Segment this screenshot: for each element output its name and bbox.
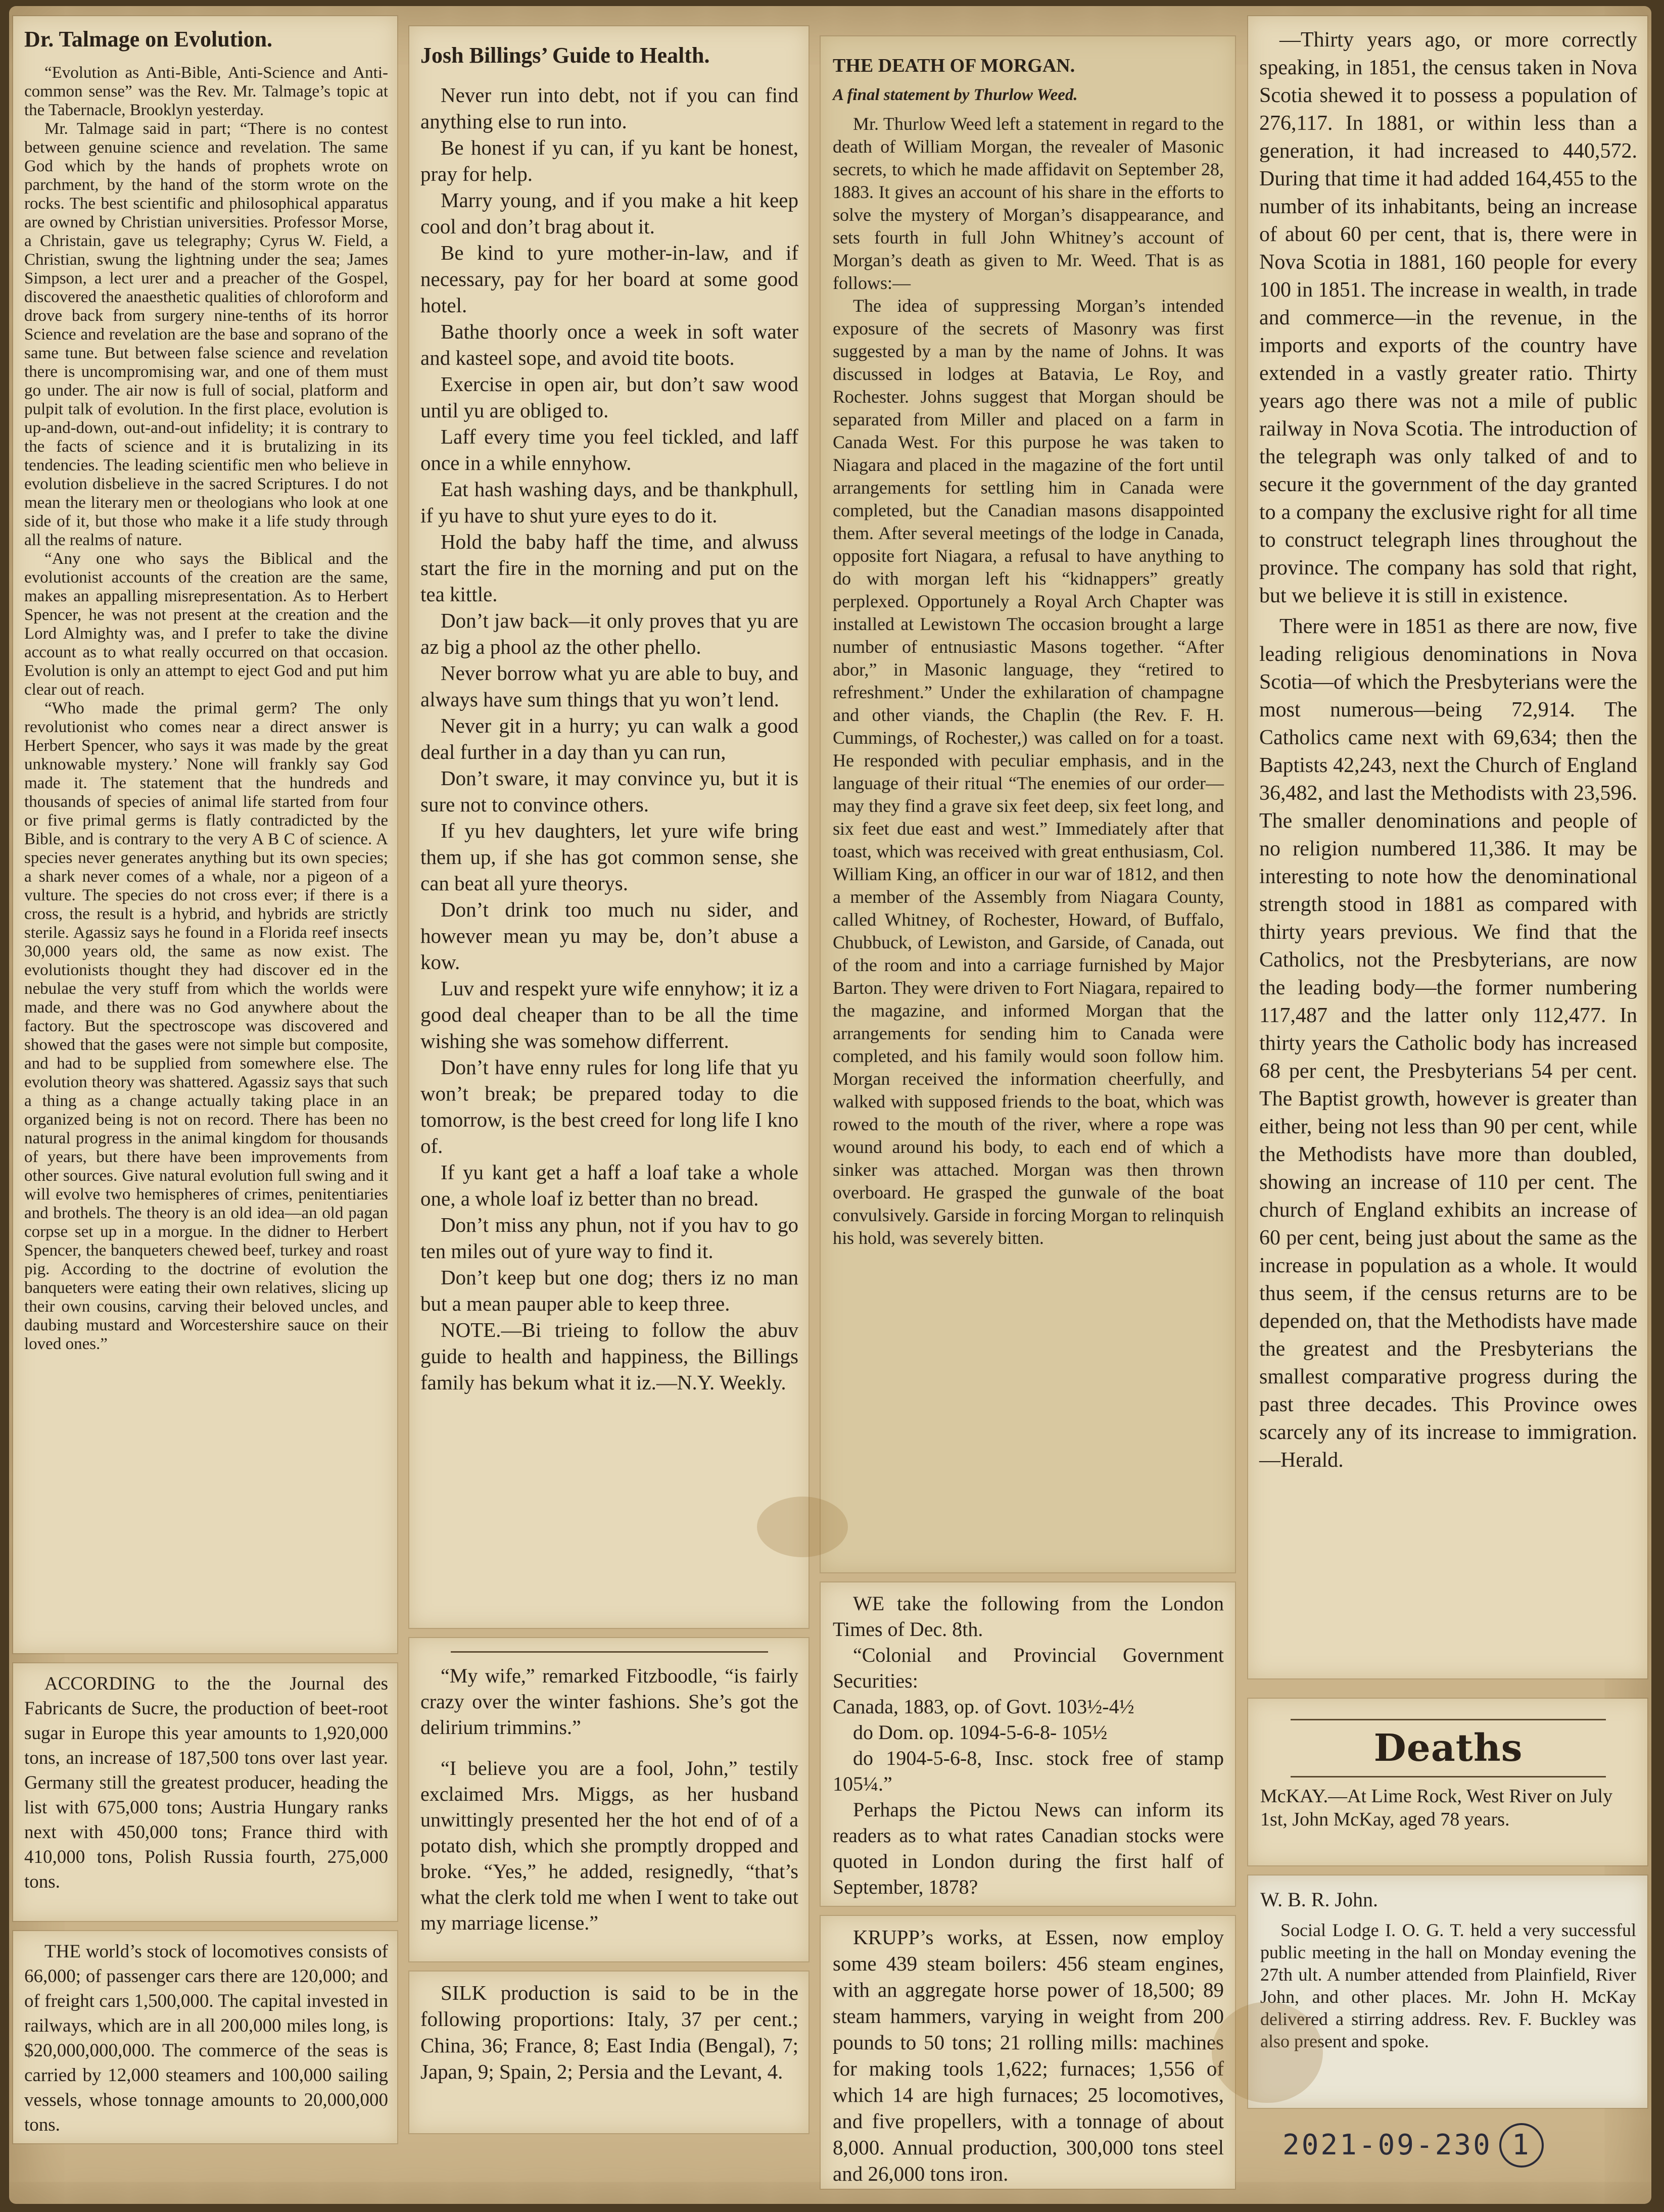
paragraph: Don’t sware, it may convince yu, but it is sure not to convince others.: [420, 766, 798, 816]
clipping-death-of-morgan: [821, 36, 1235, 1572]
paragraph: do 1904-5-6-8, Insc. stock free of stamp 105¼.”: [833, 1747, 1224, 1795]
paragraph: Don’t have enny rules for long life that yu won’t break; be prepared today to die tomorrow, is the best creed for long life I kno of.: [420, 1055, 798, 1158]
paragraph: Don’t miss any phun, not if you hav to go ten miles out of yure way to find it.: [420, 1213, 798, 1263]
clipping-london-times: [821, 1582, 1235, 1906]
paragraph: There were in 1851 as there are now, five leading religious denominations in Nova Scotia—of which the Presbyterians were the most numerous—being 72,914. The Catholics came next with 69,634; then the Baptists 42,243, next the Church of England 36,482, and last the Methodists with 23,596. The smaller denominations and people of no religion numbered 11,386. It may be interesting to note how the denominational strength stood in 1881 as compared with thirty years previous. We find that the Catholics, not the Presbyterians, are now the leading body—the former numbering 117,487 and the latter only 112,477. In thirty years the Catholic body has increased 68 per cent, the Presbyterians 54 per cent. The Baptist growth, however is greater than either, being not less than 90 per cent, while the Methodists have more than doubled, showing an increase of 110 per cent. The church of England exhibits an increase of 60 per cent, being just about the same as the increase in population as a whole. It would thus seem, if the census returns are to be depended on, that the Methodists have made the greatest and the Presbyterians the smallest comparative progress during the past three decades. This Province owes scarcely any of its increase to immigration.—Herald.: [1259, 615, 1637, 1472]
paragraph: Be kind to yure mother-in-law, and if necessary, pay for her board at some good hotel.: [420, 241, 798, 317]
paragraph: Be honest if yu can, if yu kant be honest, pray for help.: [420, 136, 798, 185]
clipping-krupp: [821, 1916, 1235, 2189]
clipping-title: Dr. Talmage on Evolution.: [24, 27, 273, 52]
water-stain: [757, 1497, 848, 1557]
clipping-sugar: [13, 1663, 397, 1921]
paragraph: Laff every time you feel tickled, and laff once in a while ennyhow.: [420, 425, 798, 474]
divider: [1291, 1719, 1606, 1720]
paragraph: If yu kant get a haff a loaf take a whole one, a whole loaf iz better than no bread.: [420, 1161, 798, 1210]
paragraph: Never run into debt, not if you can find anything else to run into.: [420, 83, 798, 133]
paragraph: “Any one who says the Biblical and the evolutionist accounts of the creation are the same, makes an appalling misrepresentation. As to Herbert Spencer, he was not present at the creation and the Lord Almighty was, and I prefer to take the divine account as to what really occurred on that occasion. Evolution is only an attempt to eject God and put him clear out of reach.: [24, 550, 388, 699]
paragraph: “Colonial and Provincial Government Securities:: [833, 1644, 1224, 1692]
clipping-silk: [409, 1971, 809, 2133]
paragraph: Mr. Thurlow Weed left a statement in regard to the death of William Morgan, the revealer of Masonic secrets, to which he made affidavit on September 28, 1883. It gives an account of his share in the efforts to solve the mystery of Morgan’s disappearance, and sets fourth in full John Whitney’s account of Morgan’s death as given to Mr. Weed. That is as follows:—: [833, 114, 1224, 293]
paragraph: Perhaps the Pictou News can inform its readers as to what rates Canadian stocks were quoted in London during the first half of September, 1878?: [833, 1798, 1224, 1898]
paragraph: “My wife,” remarked Fitzboodle, “is fairly crazy over the winter fashions. She’s got the delirium trimmins.”: [420, 1664, 798, 1739]
paragraph: McKAY.—At Lime Rock, West River on July 1st, John McKay, aged 78 years.: [1260, 1786, 1613, 1830]
paragraph: Social Lodge I. O. G. T. held a very successful public meeting in the hall on Monday evening the 27th ult. A number attended from Plainfield, River John, and other places. Mr. John H. McKay delivered a stirring address. Rev. F. Buckley was also present and spoke.: [1260, 1920, 1636, 2051]
clipping-subtitle: A final statement by Thurlow Weed.: [833, 86, 1078, 104]
paragraph: Exercise in open air, but don’t saw wood until yu are obliged to.: [420, 372, 798, 422]
clipping-fitzboodle-miggs: [409, 1638, 809, 1961]
paragraph: “I believe you are a fool, John,” testily exclaimed Mrs. Miggs, as her husband unwittingly presented her the hot end of of a potato dish, which she promptly dropped and broke. “Yes,” he added, resignedly, “that’s what the clerk told me when I went to take out my marriage license.”: [420, 1757, 798, 1934]
paragraph: Don’t keep but one dog; thers iz no man but a mean pauper able to keep three.: [420, 1266, 798, 1315]
paragraph: Canada, 1883, op. of Govt. 103½-4½: [833, 1695, 1134, 1718]
circled-number: 1: [1499, 2123, 1544, 2168]
paragraph: Never git in a hurry; yu can walk a good deal further in a day than yu can run,: [420, 714, 798, 763]
clipping-locomotives: [13, 1931, 397, 2143]
clipping-josh-billings: [409, 26, 809, 1628]
paragraph: The idea of suppressing Morgan’s intended exposure of the secrets of Masonry was first suggested by a man by the name of Johns. It was discussed in lodges at Batavia, Le Roy, and Rochester. Johns suggest that Morgan should be separated from Miller and placed on a farm in Canada West. For this purpose he was taken to Niagara and placed in the magazine of the fort until arrangements for settling him in Canada were completed, but the Canadian masons disappointed them. After several meetings of the lodge in Canada, opposite fort Niagara, a refusal to have anything to do with morgan left his “kidnappers” greatly perplexed. Opportunely a Royal Arch Chapter was installed at Lewistown The occasion brought a large number of entnusiastic Masons together. “After abor,” in Masonic language, they “retired to refreshment.” Under the exhilaration of champagne and other viands, the Chaplin (the Rev. F. H. Cummings, of Rochester,) was called on for a toast. He responded with peculiar emphasis, and in the language of their ritual “The enemies of our order—may they find a grave six feet deep, six feet long, and six feet due east and west.” Immediately after that toast, which was received with great enthusiasm, Col. William King, an officer in our war of 1812, and then a member of the Assembly from Niagara County, called Whitney, of Rochester, Howard, of Buffalo, Chubbuck, of Lewiston, and Garside, of Canada, out of the room and into a carriage furnished by Major Barton. They were driven to Fort Niagara, repaired to the magazine, and informed Morgan that the arrangements for sending him to Canada were completed, and his family would soon follow him. Morgan received the information cheerfully, and walked with supposed friends to the boat, which was rowed to the mouth of the river, where a rope was wound around his body, to each end of which a sinker was attached. Morgan was then thrown overboard. He grasped the gunwale of the boat convulsively. Garside in forcing Morgan to relinquish his hold, was severely bitten.: [833, 296, 1224, 1248]
clipping-talmage: [13, 16, 397, 1653]
clipping-nova-scotia-census: [1248, 16, 1647, 1678]
paragraph: “Who made the primal germ? The only revolutionist who comes near a direct answer is Herbert Spencer, who says it was made by the great unknowable mystery.’ None will frankly say God made it. The statement that the hundreds and thousands of species of animal life started from four or five primal germs is flatly contradicted by the Bible, and is contrary to the very A B C of science. A species never generates anything but its own species; a shark never comes of a whale, nor a pigeon of a vulture. The species do not cross ever; if there is a cross, the result is a hybrid, and hybrids are strictly sterile. Agassiz says he found in a Florida reef insects 30,000 years old, the same as now exist. The evolutionists thought they had discover ed in the nebulae the very stuff from which the worlds were made, and there was no God anywhere about the factory. But the spectroscope was discovered and showed that the gases were not simple but composite, and had to be supplied from somewhere else. The evolution theory was shattered. Agassiz says that such a thing as a change actually taking place in an organized being is not on record. There has been no natural progress in the animal kingdom for thousands of years, but there have been improvements from other sources. Give natural evolution full swing and it will evolve two hemispheres of crimes, penitentiaries and brothels. The theory is an old idea—an old pagan corpse set up in a morgue. In the didner to Herbert Spencer, the banqueters chewed beef, turkey and roast pig. According to the doctrine of evolution the banqueters were eating their own relatives, slicing up their own cousins, carving their beloved uncles, and daubing mustard and Worcestershire sauce on their loved ones.”: [24, 699, 388, 1353]
paragraph: THE world’s stock of locomotives consists of 66,000; of passenger cars there are 120,000; and of freight cars 1,500,000. The capital invested in railways, which are in all 200,000 miles long, is $20,000,000,000. The commerce of the seas is carried by 12,000 steamers and 100,000 sailing vessels, whose tonnage amounts to 20,000,000 tons.: [24, 1941, 388, 2135]
divider: [451, 1651, 768, 1653]
paragraph: Mr. Talmage said in part; “There is no contest between genuine science and revelation. The same God which by the hands of prophets wrote on parchment, by the hand of the storm wrote on the rocks. The best scientific and philosophical apparatus are owned by Christian universities. Professor Morse, a Christain, gave us telegraphy; Cyrus W. Field, a Christian, swung the lightning under the sea; James Simpson, a lect urer and a preacher of the Gospel, discovered the anaesthetic qualities of chloroform and drove back from surgery nine-tenths of its horror Science and revelation are the base and soprano of the same tune. But between false science and revelation there is uncompromising war, and one of them must go under. The air now is full of social, platform and pulpit talk of evolution. In the first place, evolution is up-and-down, out-and-out infidelity; it is contrary to the facts of science and it is brutalizing in its tendencies. The leading scientific men who believe in evolution disbelieve in the sacred Scriptures. I do not mean the literary men or theologians who look at one side of it, but those who make it a life study through all the realms of nature.: [24, 120, 388, 549]
paragraph: do Dom. op. 1094-5-6-8- 105½: [853, 1721, 1108, 1744]
divider: [1291, 1776, 1606, 1777]
scrapbook-page: [9, 6, 1651, 2204]
deaths-heading: Deaths: [1373, 1726, 1523, 1770]
paragraph: WE take the following from the London Times of Dec. 8th.: [833, 1592, 1224, 1641]
paragraph: KRUPP’s works, at Essen, now employ some 439 steam boilers: 456 steam engines, with an aggregate horse power of 18,500; 89 steam hammers, varying in weight from 200 pounds to 50 tons; 21 rolling mills: machines for making tools 1,622; furnaces; 1,556 of which 14 are high furnaces; 25 locomotives, and five propellers, with a tonnage of about 8,000. Annual production, 300,000 tons steel and 26,000 tons iron.: [833, 1926, 1224, 2185]
paragraph: Never borrow what yu are able to buy, and always have sum things that yu won’t lend.: [420, 661, 798, 711]
paragraph: NOTE.—Bi trieing to follow the abuv guide to health and happiness, the Billings family has bekum what it iz.—N.Y. Weekly.: [420, 1318, 798, 1394]
clipping-title: W. B. R. John.: [1260, 1888, 1378, 1911]
paragraph: —Thirty years ago, or more correctly speaking, in 1851, the census taken in Nova Scotia shewed it to possess a population of 276,117. In 1881, or within less than a generation, it had increased to 440,572. During that time it had added 164,455 to the number of its inhabitants, being an increase of about 60 per cent, that is, there were in Nova Scotia in 1881, 160 people for every 100 in 1851. The increase in wealth, in trade and commerce—in the revenue, in the imports and exports of the country have extended in a vastly greater ratio. Thirty years ago there was not a mile of public railway in Nova Scotia. The introduction of the telegraph was only talked of and to secure it the government of the day granted to a company the exclusive right for all time to construct telegraph lines throughout the province. The company has sold that right, but we believe it is still in existence.: [1259, 28, 1638, 607]
clipping-title: THE DEATH OF MORGAN.: [833, 55, 1075, 76]
paragraph: If yu hev daughters, let yure wife bring them up, if she has got common sense, she can beat all yure theorys.: [420, 819, 798, 895]
paragraph: Hold the baby haff the time, and alwuss start the fire in the morning and put on the tea kittle.: [420, 530, 798, 606]
clipping-deaths: [1248, 1699, 1647, 1865]
paragraph: SILK production is said to be in the following proportions: Italy, 37 per cent.; China, 36; France, 8; East India (Bengal), 7; Japan, 9; Spain, 2; Persia and the Levant, 4.: [420, 1981, 798, 2083]
paragraph: Bathe thoorly once a week in soft water and kasteel sope, and avoid tite boots.: [420, 320, 798, 369]
paragraph: Luv and respekt yure wife ennyhow; it iz a good deal cheaper than to be all the time wishing she was somehow differrent.: [420, 977, 798, 1052]
catalog-number-text: 2021-09-230: [1282, 2129, 1492, 2161]
paragraph: Eat hash washing days, and be thankphull, if yu have to shut yure eyes to do it.: [420, 477, 798, 527]
paragraph: Don’t jaw back—it only proves that yu are az big a phool az the other phello.: [420, 609, 798, 658]
water-stain: [1212, 2002, 1323, 2103]
paragraph: “Evolution as Anti-Bible, Anti-Science and Anti-common sense” was the Rev. Mr. Talmage’s topic at the Tabernacle, Brooklyn yesterday.: [24, 64, 388, 119]
paragraph: Marry young, and if you make a hit keep cool and don’t brag about it.: [420, 188, 798, 238]
clipping-title: Josh Billings’ Guide to Health.: [420, 43, 710, 68]
paragraph: Don’t drink too much nu sider, and however mean yu may be, don’t abuse a kow.: [420, 898, 798, 974]
paragraph: ACCORDING to the the Journal des Fabricants de Sucre, the production of beet-root sugar in Europe this year amounts to 1,920,000 tons, an increase of 187,500 tons over last year. Germany still the greatest producer, heading the list with 675,000 tons; Austria Hungary ranks next with 450,000 tons; France third with 410,000 tons, Polish Russia fourth, 275,000 tons.: [24, 1673, 388, 1892]
handwritten-catalog-number: [1282, 2123, 1544, 2168]
